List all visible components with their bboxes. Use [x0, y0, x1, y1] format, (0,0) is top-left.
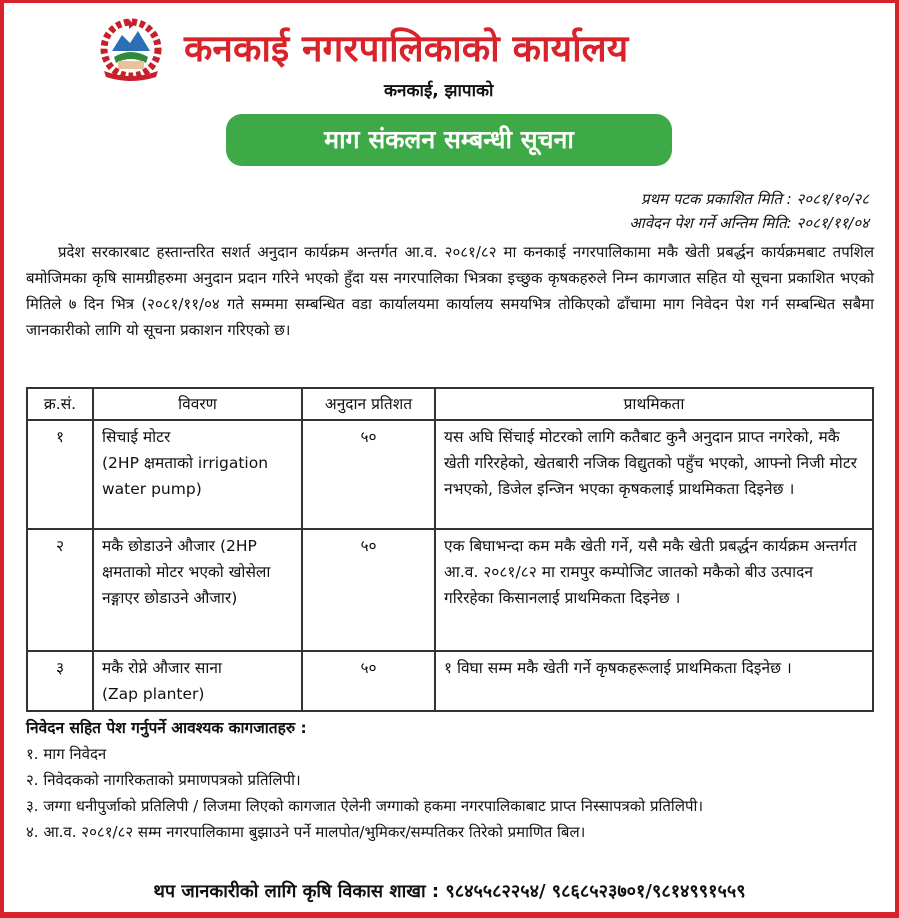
- office-location: कनकाई, झापाको: [384, 81, 494, 101]
- table-header-row: [27, 388, 873, 420]
- list-item: ३. जग्गा धनीपुर्जाको प्रतिलिपी / लिजमा लिएको कागजात ऐलेनी जग्गाको हकमा नगरपालिकाबाट प्राप्त निस्सापत्रको प्रतिलिपी।: [26, 797, 704, 815]
- cell-sn: १: [27, 420, 93, 529]
- cell-percent: ५०: [302, 651, 435, 711]
- cell-description: सिचाई मोटर (2HP क्षमताको irrigation water pump): [93, 420, 302, 529]
- subsidy-table: [26, 387, 874, 712]
- list-item: २. निवेदकको नागरिकताको प्रमाणपत्रको प्रतिलिपी।: [26, 771, 301, 789]
- table-row: [27, 420, 873, 529]
- cell-percent: ५०: [302, 529, 435, 651]
- notice-banner: माग संकलन सम्बन्धी सूचना: [226, 114, 672, 166]
- list-item: ४. आ.व. २०८१/८२ सम्म नगरपालिकामा बुझाउने पर्ने मालपोत/भुमिकर/सम्पतिकर तिरेको प्रमाणित बिल।: [26, 823, 586, 841]
- table-row: [27, 651, 873, 711]
- cell-priority: एक बिघाभन्दा कम मकै खेती गर्ने, यसै मकै खेती प्रबर्द्धन कार्यक्रम अन्तर्गत आ.व. २०८१/८२ मा रामपुर कम्पोजिट जातको मकैको बीउ उत्पादन गरिरहेका किसानलाई प्राथमिकता दिइनेछ ।: [435, 529, 873, 651]
- header-priority: प्राथमिकता: [435, 388, 873, 420]
- cell-description: मकै रोप्ने औजार साना (Zap planter): [93, 651, 302, 711]
- cell-percent: ५०: [302, 420, 435, 529]
- published-date: प्रथम पटक प्रकाशित मिति : २०८१/१०/२८: [641, 190, 869, 208]
- cell-priority: १ विघा सम्म मकै खेती गर्ने कृषकहरूलाई प्राथमिकता दिइनेछ ।: [435, 651, 873, 711]
- header-subsidy-percent: अनुदान प्रतिशत: [302, 388, 435, 420]
- required-documents-heading: निवेदन सहित पेश गर्नुपर्ने आवश्यक कागजातहरु :: [26, 719, 307, 737]
- contact-footer: थप जानकारीको लागि कृषि विकास शाखा : ९८४५५८२२५४/ ९८६८५२३७०१/९८१४९९१५५९: [153, 881, 746, 902]
- cell-priority: यस अघि सिंचाई मोटरको लागि कतैबाट कुनै अनुदान प्राप्त नगरेको, मकै खेती गरिरहेको, खेतबारी नजिक विद्युतको पहुँच भएको, आफ्नो निजी मोटर नभएको, डिजेल इन्जिन भएका कृषकलाई प्राथमिकता दिइनेछ ।: [435, 420, 873, 529]
- list-item: १. माग निवेदन: [26, 745, 107, 763]
- required-documents: [26, 715, 876, 845]
- cell-sn: २: [27, 529, 93, 651]
- deadline-date: आवेदन पेश गर्ने अन्तिम मिति: २०८१/११/०४: [629, 214, 869, 232]
- notice-body: प्रदेश सरकारबाट हस्तान्तरित सशर्त अनुदान कार्यक्रम अन्तर्गत आ.व. २०८१/८२ मा कनकाई नगरपालिकामा मकै खेती प्रबर्द्धन कार्यक्रमबाट तपशिल बमोजिमका कृषि सामग्रीहरुमा अनुदान प्रदान गरिने भएको हुँदा यस नगरपालिका भित्रका इच्छुक कृषकहरुले निम्न कागजात सहित यो सूचना प्रकाशित भएको मितिले ७ दिन भित्र (२०८१/११/०४ गते सम्ममा सम्बन्धित वडा कार्यालयमा कार्यालय समयभित्र तोकिएको ढाँचामा माग निवेदन पेश गर्न सम्बन्धित सबैमा जानकारीको लागि यो सूचना प्रकाशन गरिएको छ।: [26, 243, 874, 339]
- header-description: विवरण: [93, 388, 302, 420]
- table-row: [27, 529, 873, 651]
- nepal-emblem-icon: [96, 17, 166, 81]
- office-title: कनकाई नगरपालिकाको कार्यालय: [184, 27, 629, 70]
- header-sn: क्र.सं.: [27, 388, 93, 420]
- cell-sn: ३: [27, 651, 93, 711]
- cell-description: मकै छोडाउने औजार (2HP क्षमताको मोटर भएको खोसेला नङ्गाएर छोडाउने औजार): [93, 529, 302, 651]
